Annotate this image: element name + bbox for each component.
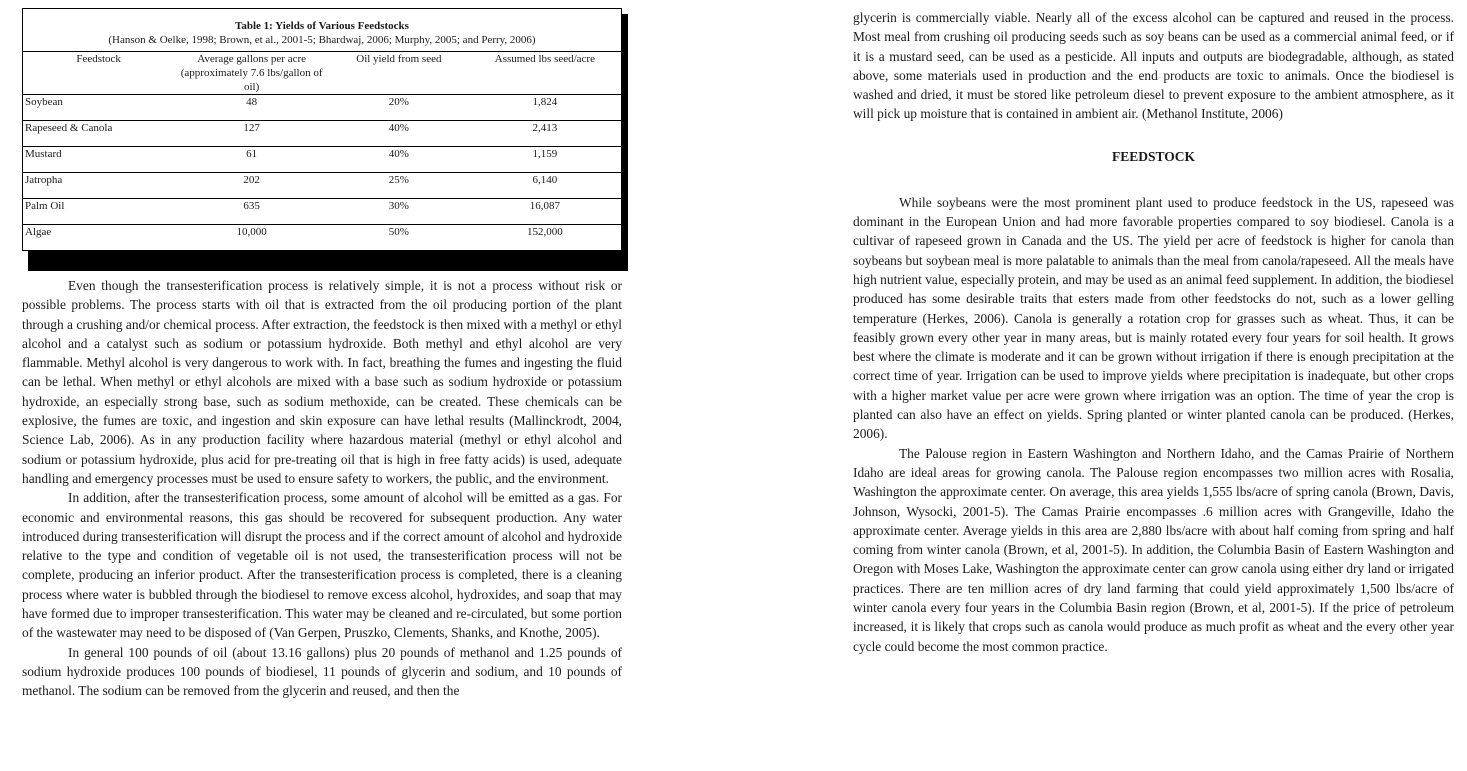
cell-gallons: 48 (174, 95, 329, 121)
cell-lbs-seed: 1,159 (469, 147, 622, 173)
left-column (22, 8, 622, 701)
paragraph: In general 100 pounds of oil (about 13.16 gallons) plus 20 pounds of methanol and 1.25 pounds of sodium hydroxide produces 100 pounds of biodiesel, 11 pounds of glycerin and sodium, and 10 pounds of methanol. The sodium can be removed from the glycerin and reused, and then the (22, 644, 622, 699)
header-gallons: Average gallons per acre (approximately 7.6 lbs/gallon of oil) (174, 52, 329, 95)
table-row (23, 95, 622, 121)
paragraph: While soybeans were the most prominent plant used to produce feedstock in the US, rapeseed was dominant in the European Union and had more favorable properties compared to soy biodiesel. Canola is a cultivar of rapeseed grown in Canada and the US. The yield per acre of feedstock is higher for canola than soybeans but soybean meal is more palatable to animals than the meal from canola/rapeseed. All the meals have high nutrient value, especially protein, and may be used as an animal feed supplement. In addition, the biodiesel produced has some desirable traits that esters made from other feedstocks do not, such as a lower gelling temperature (Herkes, 2006). Canola is generally a rotation crop for grasses such as wheat. Thus, it can be feasibly grown every other year in many areas, but is mainly rotated every four years for soil health. It grows best where the climate is moderate and it can be grown without irrigation if there is enough precipitation at the correct time of year. Irrigation can be used to improve yields where precipitation is inadequate, but other crops with a higher market value per acre were grown where irrigation was an option. The time of year the crop is planted can also have an effect on yields. Spring planted or winter planted canola can be produced. (Herkes, 2006). (853, 194, 1454, 442)
cell-feedstock: Soybean (23, 95, 175, 121)
cell-oil-yield: 50% (329, 225, 469, 251)
cell-oil-yield: 40% (329, 147, 469, 173)
table-header-row (23, 52, 622, 95)
cell-feedstock: Mustard (23, 147, 175, 173)
header-feedstock: Feedstock (23, 52, 175, 95)
cell-feedstock: Jatropha (23, 173, 175, 199)
table-row (23, 147, 622, 173)
cell-gallons: 635 (174, 199, 329, 225)
cell-feedstock: Rapeseed & Canola (23, 121, 175, 147)
cell-oil-yield: 20% (329, 95, 469, 121)
cell-gallons: 10,000 (174, 225, 329, 251)
table-row (23, 173, 622, 199)
cell-gallons: 127 (174, 121, 329, 147)
right-body-text (853, 193, 1454, 656)
table-row (23, 225, 622, 251)
table-sources: (Hanson & Oelke, 1998; Brown, et al., 2001-5; Bhardwaj, 2006; Murphy, 2005; and Perry, 2006) (23, 33, 622, 52)
cell-feedstock: Palm Oil (23, 199, 175, 225)
cell-lbs-seed: 2,413 (469, 121, 622, 147)
cell-lbs-seed: 152,000 (469, 225, 622, 251)
feedstock-yield-table (22, 8, 622, 251)
cell-lbs-seed: 1,824 (469, 95, 622, 121)
paragraph: Even though the transesterification process is relatively simple, it is not a process without risk or possible problems. The process starts with oil that is extracted from the oil producing portion of the plant through a crushing and/or chemical process. After extraction, the feedstock is then mixed with a methyl or ethyl alcohol and a catalyst such as sodium or potassium hydroxide. Both methyl and ethyl alcohol are very flammable. Methyl alcohol is very dangerous to work with. In fact, breathing the fumes and ingesting the fluid can be lethal. When methyl or ethyl alcohols are mixed with a base such as sodium hydroxide or potassium hydroxide, an especially strong base, such as sodium methoxide, can be created. These chemicals can be explosive, the fumes are toxic, and ingestion and skin exposure can have lethal results (Mallinckrodt, 2004, Science Lab, 2006). As in any production facility where hazardous material (methyl or ethyl alcohol and sodium or potassium hydroxide, plus acid for pre-treating oil that is high in free fatty acids) is used, adequate handling and emergency processes must be used to ensure safety to workers, the public, and the environment. (22, 278, 622, 486)
cell-feedstock: Algae (23, 225, 175, 251)
cell-gallons: 61 (174, 147, 329, 173)
paragraph: The Palouse region in Eastern Washington and Northern Idaho, and the Camas Prairie of Northern Idaho are ideal areas for growing canola. The Palouse region encompasses two million acres with Rosalia, Washington the approximate center. On average, this area yields 1,555 lbs/acre of spring canola (Brown, Davis, Johnson, Wysocki, 2001-5). The Camas Prairie encompasses .6 million acres with Grangeville, Idaho the approximate center. Average yields in this area are 2,880 lbs/acre with about half coming from spring and half coming from winter canola (Brown, et al, 2001-5). In addition, the Columbia Basin of Eastern Washington and Oregon with Moses Lake, Washington the approximate center can grow canola using either dry land or irrigated practices. There are ten million acres of dry land farming that could yield approximately 1,500 lbs/acre of winter canola every four years in the Columbia Basin region (Brown, et al, 2001-5). If the price of petroleum increased, it is likely that crops such as canola would produce as much profit as wheat and the every other year cycle could become the most common practice. (853, 445, 1454, 654)
cell-lbs-seed: 6,140 (469, 173, 622, 199)
cell-oil-yield: 25% (329, 173, 469, 199)
paragraph-continued: glycerin is commercially viable. Nearly all of the excess alcohol can be captured and reused in the process. Most meal from crushing oil producing seeds such as soy beans can be used as a commercial animal feed, or if it is a mustard seed, can be used as a pesticide. All inputs and outputs are biodegradable, although, as stated above, some materials used in production and the end products are toxic to animals. Once the biodiesel is washed and dried, it must be stored like petroleum diesel to prevent exposure to the ambient atmosphere, as it will pick up moisture that is contained in ambient air. (Methanol Institute, 2006) (853, 10, 1454, 122)
cell-oil-yield: 30% (329, 199, 469, 225)
paragraph: In addition, after the transesterification process, some amount of alcohol will be emitted as a gas. For economic and environmental reasons, this gas should be recovered for subsequent production. Any water introduced during transesterification will disrupt the process and if the correct amount of alcohol and hydroxide relative to the type and condition of vegetable oil is not used, the transesterification process will not be complete, producing an inferior product. After the transesterification process is completed, there is a cleaning process where water is bubbled through the biodiesel to remove excess alcohol, hydroxides, and soap that may have formed due to improper transesterification. This water may be cleaned and re-circulated, but some portion of the wastewater may need to be disposed of (Van Gerpen, Pruszko, Clements, Shanks, and Knothe, 2005). (22, 490, 622, 641)
header-oil-yield: Oil yield from seed (329, 52, 469, 95)
cell-lbs-seed: 16,087 (469, 199, 622, 225)
left-body-text (22, 276, 622, 701)
table-title: Table 1: Yields of Various Feedstocks (235, 20, 409, 32)
section-heading: FEEDSTOCK (1111, 148, 1196, 164)
right-column (853, 8, 1454, 656)
cell-oil-yield: 40% (329, 121, 469, 147)
feedstock-table-container (22, 8, 622, 251)
table-row (23, 199, 622, 225)
cell-gallons: 202 (174, 173, 329, 199)
table-row (23, 121, 622, 147)
header-lbs-seed: Assumed lbs seed/acre (469, 52, 622, 95)
